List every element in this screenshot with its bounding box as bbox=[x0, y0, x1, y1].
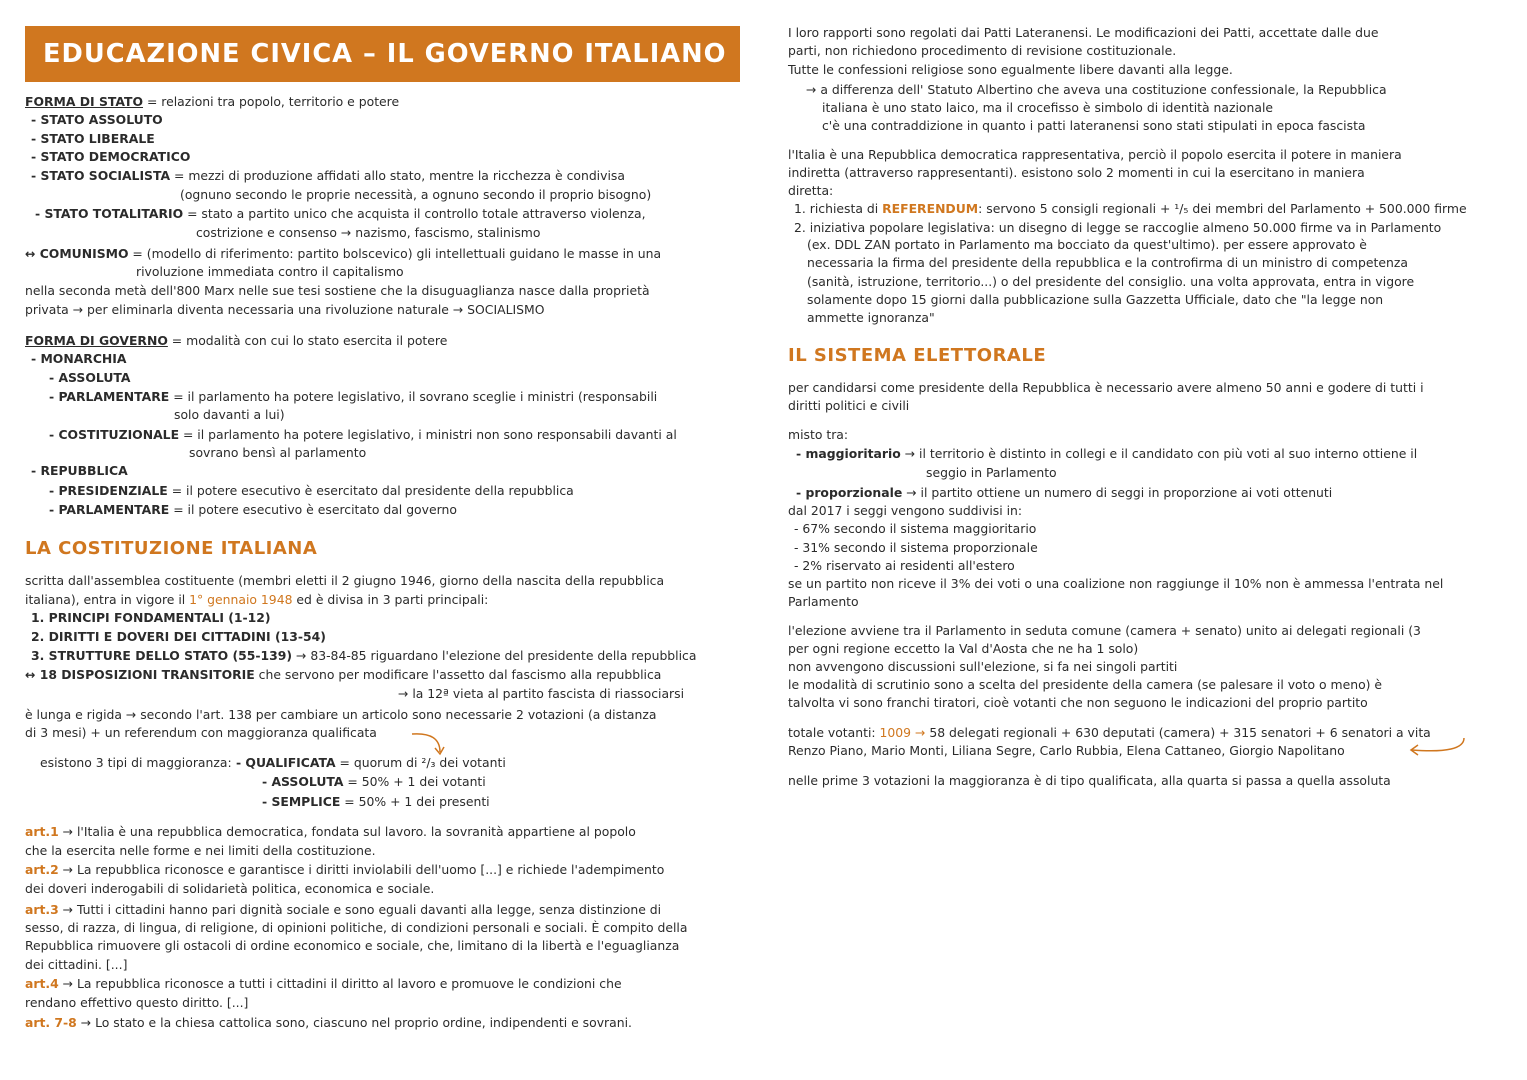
iniziativa-line-2: (ex. DDL ZAN portato in Parlamento ma bocciato da quest'ultimo). per essere approvato è bbox=[807, 237, 1367, 252]
stato-assoluto: - STATO ASSOLUTO bbox=[31, 112, 163, 127]
pct-estero: - 2% riservato ai residenti all'estero bbox=[794, 558, 1015, 573]
costituzione-heading: LA COSTITUZIONE ITALIANA bbox=[25, 538, 318, 559]
prime-votazioni: nelle prime 3 votazioni la maggioranza è di tipo qualificata, alla quarta si passa a quella assoluta bbox=[788, 773, 1391, 788]
monarchia-costituzionale-cont: sovrano bensì al parlamento bbox=[189, 445, 367, 460]
elezione-line-1: l'elezione avviene tra il Parlamento in seduta comune (camera + senato) unito ai delegati regionali (3 bbox=[788, 623, 1421, 638]
marx-line-2: privata → per eliminarla diventa necessaria una rivoluzione naturale → SOCIALISMO bbox=[25, 302, 545, 317]
costituzione-p1b: italiana), entra in vigore il 1° gennaio 1948 ed è divisa in 3 parti principali: bbox=[25, 592, 489, 607]
iniziativa-line-3: necessaria la firma del presidente della repubblica e la controfirma di un ministro di competenza bbox=[807, 255, 1408, 270]
date-1948: 1° gennaio 1948 bbox=[189, 592, 293, 607]
art-2: art.2 → La repubblica riconosce e garantisce i diritti inviolabili dell'uomo [...] e richiede l'adempimento bbox=[25, 862, 665, 877]
monarchia-assoluta: - ASSOLUTA bbox=[49, 370, 131, 385]
curved-arrow-left-icon bbox=[1408, 736, 1468, 758]
democrazia-line-2: indiretta (attraverso rappresentanti). esistono solo 2 momenti in cui la esercitano in maniera bbox=[788, 165, 1365, 180]
candidatura-line-1: per candidarsi come presidente della Repubblica è necessario avere almeno 50 anni e godere di tutti i bbox=[788, 380, 1424, 395]
maggioranza-assoluta: - ASSOLUTA = 50% + 1 dei votanti bbox=[262, 774, 486, 789]
maggioritario-cont: seggio in Parlamento bbox=[926, 465, 1057, 480]
marx-line-1: nella seconda metà dell'800 Marx nelle sue tesi sostiene che la disuguaglianza nasce dalla proprietà bbox=[25, 283, 650, 298]
comunismo: ↔ COMUNISMO = (modello di riferimento: partito bolscevico) gli intellettuali guidano le masse in una bbox=[25, 246, 662, 261]
iniziativa-line-4: (sanità, istruzione, territorio...) o del presidente del consiglio. una volta approvata, entra in vigore bbox=[807, 274, 1415, 289]
part-3: 3. STRUTTURE DELLO STATO (55-139) → 83-84-85 riguardano l'elezione del presidente della repubblica bbox=[31, 648, 697, 663]
soglia-line-1: se un partito non riceve il 3% dei voti o una coalizione non raggiunge il 10% non è ammessa l'entrata nel bbox=[788, 576, 1444, 591]
albertino-line-2: italiana è uno stato laico, ma il crocefisso è simbolo di identità nazionale bbox=[822, 100, 1274, 115]
elezione-line-5: talvolta vi sono franchi tiratori, cioè votanti che non seguono le indicazioni del proprio partito bbox=[788, 695, 1368, 710]
proporzionale: - proporzionale → il partito ottiene un numero di seggi in proporzione ai voti ottenuti bbox=[796, 485, 1333, 500]
maggioritario: - maggioritario → il territorio è distinto in collegi e il candidato con più voti al suo interno ottiene il bbox=[796, 446, 1418, 461]
monarchia: - MONARCHIA bbox=[31, 351, 127, 366]
art-4: art.4 → La repubblica riconosce a tutti i cittadini il diritto al lavoro e promuove le condizioni che bbox=[25, 976, 622, 991]
repubblica-presidenziale: - PRESIDENZIALE = il potere esecutivo è esercitato dal presidente della repubblica bbox=[49, 483, 574, 498]
rigida-line-2: di 3 mesi) + un referendum con maggioranza qualificata bbox=[25, 725, 377, 740]
totale-votanti-number: 1009 → bbox=[879, 725, 926, 740]
iniziativa-line-6: ammette ignoranza" bbox=[807, 310, 935, 325]
elezione-line-3: non avvengono discussioni sull'elezione, si fa nei singoli partiti bbox=[788, 659, 1178, 674]
patti-line-3: Tutte le confessioni religiose sono egualmente libere davanti alla legge. bbox=[788, 62, 1233, 77]
part-2: 2. DIRITTI E DOVERI DEI CITTADINI (13-54) bbox=[31, 629, 326, 644]
disposizione-12: → la 12ª vieta al partito fascista di riassociarsi bbox=[398, 686, 685, 701]
maggioranza-qualificata: esistono 3 tipi di maggioranza: - QUALIFICATA = quorum di ²/₃ dei votanti bbox=[40, 755, 506, 770]
art-1-cont: che la esercita nelle forme e nei limiti della costituzione. bbox=[25, 843, 376, 858]
dal-2017: dal 2017 i seggi vengono suddivisi in: bbox=[788, 503, 1023, 518]
art-3-cont-2: Repubblica rimuovere gli ostacoli di ordine economico e sociale, che, limitano di la libertà e l'eguaglianza bbox=[25, 938, 680, 953]
repubblica: - REPUBBLICA bbox=[31, 463, 128, 478]
stato-totalitario: - STATO TOTALITARIO = stato a partito unico che acquista il controllo totale attraverso violenza, bbox=[35, 206, 646, 221]
pct-proporzionale: - 31% secondo il sistema proporzionale bbox=[794, 540, 1038, 555]
albertino-line-1: → a differenza dell' Statuto Albertino che aveva una costituzione confessionale, la Repubblica bbox=[806, 82, 1387, 97]
page-title: EDUCAZIONE CIVICA – IL GOVERNO ITALIANO bbox=[25, 26, 740, 82]
monarchia-costituzionale: - COSTITUZIONALE = il parlamento ha potere legislativo, i ministri non sono responsabili davanti al bbox=[49, 427, 677, 442]
democrazia-line-3: diretta: bbox=[788, 183, 834, 198]
patti-line-1: I loro rapporti sono regolati dai Patti Lateranensi. Le modificazioni dei Patti, accettate dalle due bbox=[788, 25, 1379, 40]
albertino-line-3: c'è una contraddizione in quanto i patti lateranensi sono stati stipulati in epoca fascista bbox=[822, 118, 1366, 133]
maggioranza-semplice: - SEMPLICE = 50% + 1 dei presenti bbox=[262, 794, 490, 809]
elezione-line-4: le modalità di scrutinio sono a scelta del presidente della camera (se palesare il voto o meno) è bbox=[788, 677, 1383, 692]
forma-stato-line: FORMA DI STATO = relazioni tra popolo, territorio e potere bbox=[25, 94, 400, 109]
senatori-a-vita: Renzo Piano, Mario Monti, Liliana Segre, Carlo Rubbia, Elena Cattaneo, Giorgio Napolitano bbox=[788, 743, 1345, 758]
pct-maggioritario: - 67% secondo il sistema maggioritario bbox=[794, 521, 1037, 536]
curved-arrow-icon bbox=[410, 730, 450, 758]
art-1: art.1 → l'Italia è una repubblica democratica, fondata sul lavoro. la sovranità appartiene al popolo bbox=[25, 824, 636, 839]
costituzione-p1a: scritta dall'assemblea costituente (membri eletti il 2 giugno 1946, giorno della nascita della repubblica bbox=[25, 573, 665, 588]
elezione-line-2: per ogni regione eccetto la Val d'Aosta che ne ha 1 solo) bbox=[788, 641, 1139, 656]
stato-liberale: - STATO LIBERALE bbox=[31, 131, 155, 146]
monarchia-parlamentare-cont: solo davanti a lui) bbox=[174, 407, 285, 422]
democrazia-line-1: l'Italia è una Repubblica democratica rappresentativa, perciò il popolo esercita il potere in maniera bbox=[788, 147, 1402, 162]
totale-votanti: totale votanti: 1009 → 58 delegati regionali + 630 deputati (camera) + 315 senatori + 6 senatori a vita bbox=[788, 725, 1431, 740]
stato-totalitario-cont: costrizione e consenso → nazismo, fascismo, stalinismo bbox=[196, 225, 541, 240]
misto-tra: misto tra: bbox=[788, 427, 849, 442]
art-4-cont: rendano effettivo questo diritto. [...] bbox=[25, 995, 249, 1010]
forma-stato-term: FORMA DI STATO bbox=[25, 94, 144, 109]
forma-governo-line: FORMA DI GOVERNO = modalità con cui lo stato esercita il potere bbox=[25, 333, 448, 348]
part-1: 1. PRINCIPI FONDAMENTALI (1-12) bbox=[31, 610, 271, 625]
art-3-cont-3: dei cittadini. [...] bbox=[25, 957, 128, 972]
iniziativa-line-1: 2. iniziativa popolare legislativa: un disegno di legge se raccoglie almeno 50.000 firme va in Parlamento bbox=[794, 220, 1442, 235]
art-2-cont: dei doveri inderogabili di solidarietà politica, economica e sociale. bbox=[25, 881, 435, 896]
rigida-line-1: è lunga e rigida → secondo l'art. 138 per cambiare un articolo sono necessarie 2 votazioni (a distanza bbox=[25, 707, 657, 722]
comunismo-cont: rivoluzione immediata contro il capitalismo bbox=[136, 264, 404, 279]
stato-democratico: - STATO DEMOCRATICO bbox=[31, 149, 191, 164]
iniziativa-line-5: solamente dopo 15 giorni dalla pubblicazione sulla Gazzetta Ufficiale, dato che "la legge non bbox=[807, 292, 1384, 307]
referendum: 1. richiesta di REFERENDUM: servono 5 consigli regionali + ¹/₅ dei membri del Parlamento + 500.000 firme bbox=[794, 201, 1467, 216]
art-7-8: art. 7-8 → Lo stato e la chiesa cattolica sono, ciascuno nel proprio ordine, indipendenti e sovrani. bbox=[25, 1015, 632, 1030]
art-3-cont-1: sesso, di razza, di lingua, di religione, di opinioni politiche, di condizioni personali e sociali. È compito della bbox=[25, 920, 688, 935]
stato-socialista-cont: (ognuno secondo le proprie necessità, a ognuno secondo il proprio bisogno) bbox=[180, 187, 652, 202]
referendum-term: REFERENDUM bbox=[882, 201, 979, 216]
monarchia-parlamentare: - PARLAMENTARE = il parlamento ha potere legislativo, il sovrano sceglie i ministri (responsabili bbox=[49, 389, 658, 404]
forma-governo-term: FORMA DI GOVERNO bbox=[25, 333, 168, 348]
repubblica-parlamentare: - PARLAMENTARE = il potere esecutivo è esercitato dal governo bbox=[49, 502, 457, 517]
art-3: art.3 → Tutti i cittadini hanno pari dignità sociale e sono eguali davanti alla legge, senza distinzione di bbox=[25, 902, 662, 917]
disposizioni-transitorie: ↔ 18 DISPOSIZIONI TRANSITORIE che servono per modificare l'assetto dal fascismo alla repubblica bbox=[25, 667, 662, 682]
stato-socialista: - STATO SOCIALISTA = mezzi di produzione affidati allo stato, mentre la ricchezza è condivisa bbox=[31, 168, 625, 183]
soglia-line-2: Parlamento bbox=[788, 594, 859, 609]
sistema-elettorale-heading: IL SISTEMA ELETTORALE bbox=[788, 345, 1047, 366]
candidatura-line-2: diritti politici e civili bbox=[788, 398, 910, 413]
patti-line-2: parti, non richiedono procedimento di revisione costituzionale. bbox=[788, 43, 1177, 58]
